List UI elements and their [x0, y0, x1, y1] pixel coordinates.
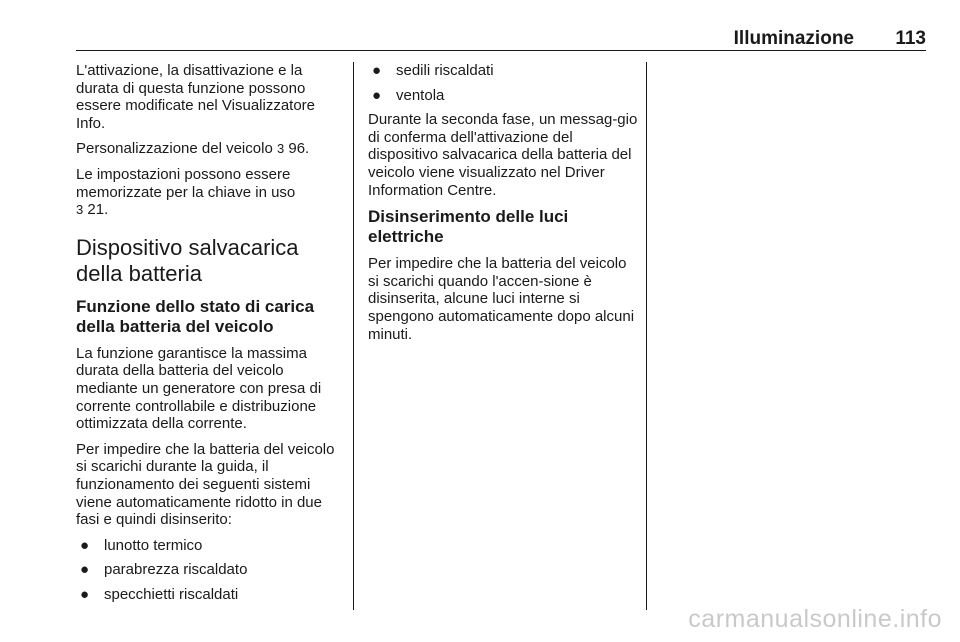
page-ref-link[interactable]: 96.	[288, 140, 310, 158]
paragraph-key-memory	[76, 166, 348, 219]
bullet-icon: ●	[372, 62, 382, 79]
page-number: 113	[895, 28, 926, 49]
page-header	[76, 24, 926, 50]
paragraph-activation: L'attivazione, la disattivazione e la durata di questa funzione possono essere modificate nel Visualizzatore Info.	[76, 62, 316, 132]
bullet-list-left	[76, 537, 348, 604]
page-ref-link[interactable]: 21.	[87, 201, 109, 219]
bullet-icon: ●	[80, 561, 90, 579]
paragraph-function: La funzione garantisce la massima durata della batteria del veicolo mediante un generatore con presa di corrente controllabile e distribuzione ottimizzata della corrente.	[76, 344, 322, 433]
list-item-text: ventola	[396, 86, 445, 104]
section-title: Illuminazione	[733, 28, 854, 49]
heading-battery-saver: Dispositivo salvacarica della batteria	[76, 234, 299, 286]
paragraph-personalization-text: Personalizzazione del veicolo	[76, 140, 273, 158]
bullet-icon: ●	[80, 536, 90, 554]
watermark: carmanualsonline.info	[688, 605, 942, 633]
header-divider	[76, 50, 926, 51]
list-item	[76, 561, 348, 579]
paragraph-interior-lights: Per impedire che la batteria del veicolo si scarichi quando l'accen-sione è disinserita, alcune luci interne si spengono automaticamente dopo alcuni minuti.	[368, 255, 635, 343]
list-item-text: lunotto termico	[104, 536, 203, 554]
subheading-lights-off: Disinserimento delle luci elettriche	[368, 207, 569, 247]
left-column	[76, 62, 348, 610]
list-item-text: specchietti riscaldati	[104, 585, 239, 603]
subheading-charge-state: Funzione dello stato di carica della batteria del veicolo	[76, 296, 315, 336]
paragraph-second-phase: Durante la seconda fase, un messag-gio di conferma dell'attivazione del dispositivo salvacarica della batteria del veicolo viene visualizzato nel Driver Information Centre.	[368, 111, 638, 199]
bullet-icon: ●	[80, 585, 90, 603]
page-ref-icon: 3	[276, 141, 285, 157]
list-item	[368, 62, 640, 80]
bullet-list-middle	[368, 62, 640, 104]
list-item-text: sedili riscaldati	[396, 62, 494, 79]
paragraph-key-memory-text: Le impostazioni possono essere memorizzate per la chiave in uso	[76, 165, 296, 201]
column-divider-left	[353, 62, 354, 610]
list-item	[368, 87, 640, 105]
list-item-text: parabrezza riscaldato	[104, 561, 248, 579]
bullet-icon: ●	[372, 86, 382, 104]
page-ref-icon: 3	[76, 202, 84, 218]
column-divider-right	[646, 62, 647, 610]
list-item	[76, 586, 348, 604]
paragraph-personalization	[76, 140, 348, 158]
middle-column	[368, 62, 640, 351]
list-item	[76, 537, 348, 555]
paragraph-prevent-discharge: Per impedire che la batteria del veicolo si scarichi durante la guida, il funzionamento dei seguenti sistemi viene automaticamente ridotto in due fasi e quindi disinserito:	[76, 440, 335, 529]
